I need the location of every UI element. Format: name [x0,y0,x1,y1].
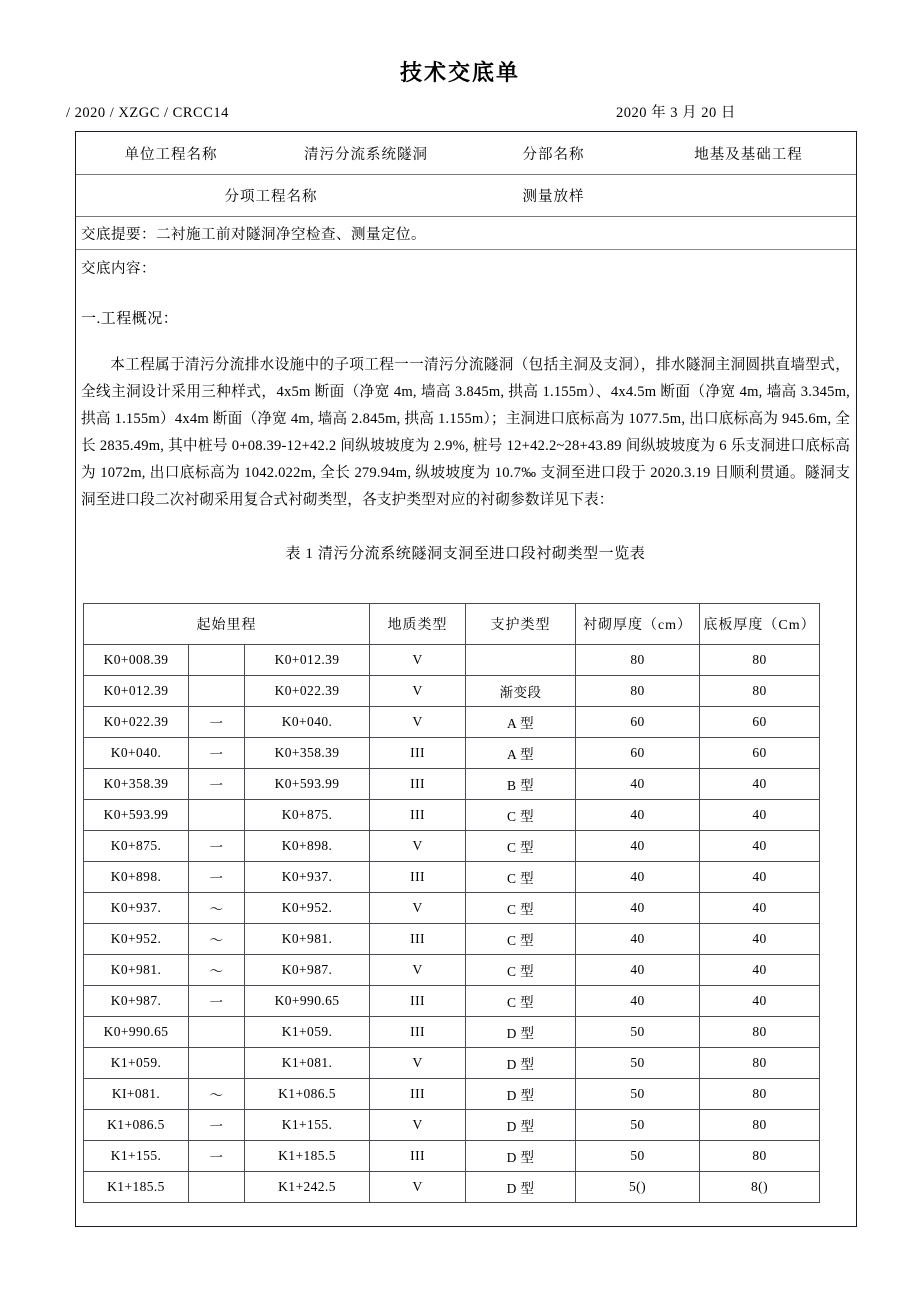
table-row [84,893,820,924]
label-sub-project-name: 分项工程名称 [224,189,318,205]
label-unit-project-name: 单位工程名称 [124,146,218,163]
table-row [84,1141,820,1172]
cell-mileage-separator: 一 [189,862,245,893]
cell-geology-type: V [370,645,466,676]
table-row [84,1172,820,1203]
table-row [84,738,820,769]
cell-floor-thickness: 40 [700,831,820,862]
cell-geology-type: V [370,707,466,738]
cell-mileage-separator: 一 [189,1110,245,1141]
cell-lining-thickness: 50 [576,1048,700,1079]
cell-mileage-to: K0+990.65 [245,986,370,1017]
cell-lining-thickness: 40 [576,800,700,831]
cell-geology-type: III [370,800,466,831]
cell-mileage-to: K1+242.5 [245,1172,370,1203]
cell-lining-thickness: 40 [576,862,700,893]
cell-lining-thickness: 60 [576,707,700,738]
cell-lining-thickness: 50 [576,1110,700,1141]
th-geology-type: 地质类型 [370,604,466,645]
cell-geology-type: III [370,1141,466,1172]
cell-floor-thickness: 8() [700,1172,820,1203]
cell-mileage-from: K0+987. [84,986,189,1017]
cell-floor-thickness: 80 [700,676,820,707]
document-date: 2020 年 3 月 20 日 [616,105,736,121]
cell-mileage-separator: 一 [189,831,245,862]
cell-mileage-separator [189,1017,245,1048]
th-lining-thickness: 衬砌厚度（cm） [576,604,700,645]
document-code: / 2020 / XZGC / CRCC14 [66,105,229,121]
cell-mileage-from: K1+185.5 [84,1172,189,1203]
cell-lining-thickness: 40 [576,924,700,955]
cell-mileage-separator: ～ [189,1079,245,1110]
cell-support-type: 渐变段 [466,676,576,707]
cell-support-type: A 型 [466,707,576,738]
lining-type-table-wrap [81,603,850,1203]
cell-geology-type: III [370,924,466,955]
table-row [84,769,820,800]
table-row [84,1079,820,1110]
cell-floor-thickness: 80 [700,1017,820,1048]
cell-mileage-to: K1+059. [245,1017,370,1048]
cell-floor-thickness: 80 [700,1079,820,1110]
cell-mileage-to: K1+086.5 [245,1079,370,1110]
cell-support-type: D 型 [466,1017,576,1048]
cell-floor-thickness: 60 [700,707,820,738]
cell-geology-type: V [370,1048,466,1079]
cell-floor-thickness: 40 [700,924,820,955]
label-division-name: 分部名称 [522,146,585,163]
cell-mileage-from: K0+937. [84,893,189,924]
cell-mileage-to: K0+012.39 [245,645,370,676]
cell-mileage-from: K0+875. [84,831,189,862]
lining-type-table [83,603,820,1203]
table-row [84,707,820,738]
cell-mileage-to: K0+022.39 [245,676,370,707]
cell-support-type: D 型 [466,1172,576,1203]
cell-floor-thickness: 40 [700,800,820,831]
value-unit-project-name: 清污分流系统隧洞 [304,146,428,163]
th-floor-thickness: 底板厚度（Cm） [700,604,820,645]
cell-mileage-to: K0+952. [245,893,370,924]
document-meta-line [66,102,856,124]
cell-lining-thickness: 50 [576,1017,700,1048]
cell-geology-type: V [370,893,466,924]
cell-support-type: C 型 [466,831,576,862]
header-row-unit-project [76,132,856,175]
cell-mileage-separator [189,676,245,707]
table-row [84,955,820,986]
cell-support-type: A 型 [466,738,576,769]
table-row [84,676,820,707]
table-row [84,1110,820,1141]
document-frame [75,131,857,1227]
page-title: 技术交底单 [399,60,520,85]
value-division-name: 地基及基础工程 [694,146,803,163]
cell-support-type: C 型 [466,924,576,955]
cell-mileage-separator: 一 [189,1141,245,1172]
cell-geology-type: III [370,986,466,1017]
cell-mileage-separator [189,1172,245,1203]
cell-floor-thickness: 40 [700,955,820,986]
cell-floor-thickness: 40 [700,893,820,924]
header-row-sub-project [76,175,856,217]
cell-mileage-from: K0+593.99 [84,800,189,831]
cell-mileage-separator: 一 [189,738,245,769]
cell-mileage-to: K0+358.39 [245,738,370,769]
cell-mileage-to: K1+081. [245,1048,370,1079]
value-sub-project-name: 测量放样 [522,189,585,205]
cell-mileage-from: K0+358.39 [84,769,189,800]
cell-geology-type: V [370,676,466,707]
cell-mileage-from: K0+022.39 [84,707,189,738]
cell-geology-type: III [370,738,466,769]
cell-support-type: D 型 [466,1079,576,1110]
cell-mileage-separator [189,800,245,831]
cell-mileage-separator: ～ [189,955,245,986]
table-row [84,800,820,831]
table-row [84,862,820,893]
cell-geology-type: III [370,769,466,800]
cell-support-type: C 型 [466,893,576,924]
cell-mileage-from: K0+898. [84,862,189,893]
cell-mileage-to: K1+155. [245,1110,370,1141]
table-row [84,1048,820,1079]
cell-mileage-to: K0+593.99 [245,769,370,800]
cell-lining-thickness: 80 [576,676,700,707]
cell-floor-thickness: 80 [700,1048,820,1079]
cell-lining-thickness: 80 [576,645,700,676]
table-caption: 表 1 清污分流系统隧洞支洞至进口段衬砌类型一览表 [285,546,646,562]
cell-mileage-from: K1+059. [84,1048,189,1079]
cell-mileage-from: K0+012.39 [84,676,189,707]
cell-floor-thickness: 80 [700,1141,820,1172]
table-body [84,645,820,1203]
cell-geology-type: V [370,955,466,986]
body-content-area [76,307,856,1203]
cell-lining-thickness: 40 [576,986,700,1017]
cell-mileage-to: K0+981. [245,924,370,955]
cell-support-type: C 型 [466,862,576,893]
cell-lining-thickness: 40 [576,831,700,862]
cell-mileage-to: K0+875. [245,800,370,831]
table-row [84,924,820,955]
cell-mileage-from: K1+086.5 [84,1110,189,1141]
cell-mileage-separator [189,645,245,676]
cell-mileage-from: K0+952. [84,924,189,955]
cell-mileage-separator [189,1048,245,1079]
cell-support-type: C 型 [466,800,576,831]
cell-mileage-to: K1+185.5 [245,1141,370,1172]
cell-lining-thickness: 40 [576,769,700,800]
cell-lining-thickness: 50 [576,1079,700,1110]
project-overview-paragraph: 本工程属于清污分流排水设施中的子项工程一一清污分流隧洞（包括主洞及支洞），排水隧洞主洞圆拱直墙型式，全线主洞设计采用三种样式，4x5m 断面（净宽 4m, 墙高 3.845m, 拱高 1.155m）、4x4.5m 断面（净宽 4m, 墙高 3.345m, 拱高 1.155m）4x4m 断面（净宽 4m, 墙高 2.845m, 拱高 1.155m）；主洞进口底标高为 1077.5m, 出口底标高为 945.6m, 全长 2835.49m, 其中桩号 0+08.39-12+42.2 间纵坡坡度为 2.9%, 桩号 12+42.2~28+43.89 间纵坡坡度为 6 乐支洞进口底标高为 1072m, 出口底标高为 1042.022m, 全长 279.94m, 纵坡坡度为 10.7‰ 支洞至进口段于 2020.3.19 日顺利贯通。隧洞支洞至进口段二次衬砌采用复合式衬砌类型，各支护类型对应的衬砌参数详见下表： [81,357,850,508]
briefing-summary-row: 交底提要：二衬施工前对隧洞净空检查、测量定位。 [76,217,856,250]
cell-floor-thickness: 80 [700,1110,820,1141]
cell-mileage-from: KI+081. [84,1079,189,1110]
cell-mileage-to: K0+898. [245,831,370,862]
cell-lining-thickness: 40 [576,955,700,986]
cell-floor-thickness: 80 [700,645,820,676]
cell-support-type [466,645,576,676]
cell-support-type: D 型 [466,1048,576,1079]
th-support-type: 支护类型 [466,604,576,645]
cell-floor-thickness: 60 [700,738,820,769]
cell-mileage-from: K1+155. [84,1141,189,1172]
cell-support-type: B 型 [466,769,576,800]
table-row [84,645,820,676]
cell-mileage-to: K0+040. [245,707,370,738]
cell-mileage-separator: 一 [189,986,245,1017]
cell-mileage-from: K0+990.65 [84,1017,189,1048]
cell-floor-thickness: 40 [700,769,820,800]
table-header-row [84,604,820,645]
cell-geology-type: V [370,831,466,862]
cell-geology-type: V [370,1172,466,1203]
cell-mileage-separator: 一 [189,769,245,800]
table-row [84,1017,820,1048]
cell-geology-type: III [370,1017,466,1048]
cell-mileage-separator: ～ [189,924,245,955]
cell-support-type: C 型 [466,986,576,1017]
table-row [84,831,820,862]
section-heading-project-overview: 一.工程概况： [81,311,179,327]
table-row [84,986,820,1017]
cell-geology-type: V [370,1110,466,1141]
cell-lining-thickness: 5() [576,1172,700,1203]
cell-mileage-to: K0+987. [245,955,370,986]
cell-geology-type: III [370,862,466,893]
cell-geology-type: III [370,1079,466,1110]
th-mileage: 起始里程 [84,604,370,645]
cell-mileage-from: K0+040. [84,738,189,769]
cell-mileage-separator: 一 [189,707,245,738]
cell-mileage-from: K0+008.39 [84,645,189,676]
cell-mileage-separator: ～ [189,893,245,924]
cell-support-type: D 型 [466,1110,576,1141]
briefing-content-row: 交底内容： [81,260,156,277]
cell-support-type: D 型 [466,1141,576,1172]
cell-mileage-to: K0+937. [245,862,370,893]
cell-lining-thickness: 40 [576,893,700,924]
cell-mileage-from: K0+981. [84,955,189,986]
cell-lining-thickness: 50 [576,1141,700,1172]
cell-support-type: C 型 [466,955,576,986]
cell-floor-thickness: 40 [700,862,820,893]
cell-lining-thickness: 60 [576,738,700,769]
cell-floor-thickness: 40 [700,986,820,1017]
